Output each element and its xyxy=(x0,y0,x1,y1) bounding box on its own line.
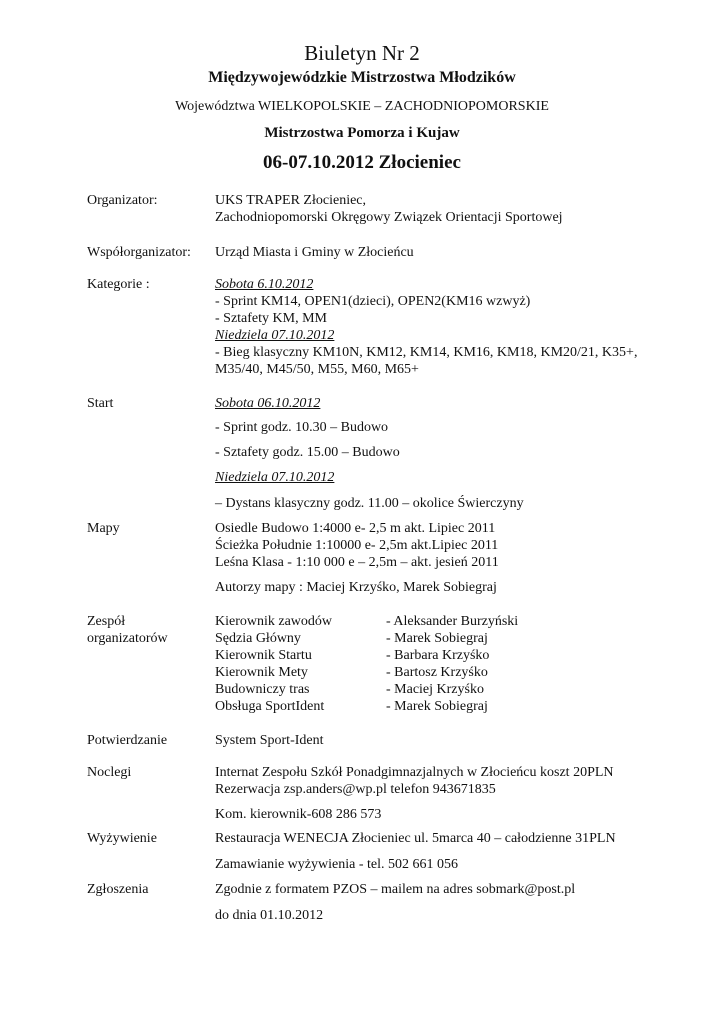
categories-label: Kategorie : xyxy=(87,277,150,292)
categories-day2-heading: Niedziela 07.10.2012 xyxy=(215,328,335,343)
organizer-line: UKS TRAPER Złocieniec, xyxy=(215,193,367,208)
lodging-line: Rezerwacja zsp.anders@wp.pl telefon 943671835 xyxy=(215,782,496,797)
team-person: - Bartosz Krzyśko xyxy=(386,665,488,680)
meals-line: Restauracja WENECJA Złocieniec ul. 5marca 40 – całodzienne 31PLN xyxy=(215,831,616,846)
map-authors: Autorzy mapy : Maciej Krzyśko, Marek Sobiegraj xyxy=(215,580,497,595)
team-person: - Aleksander Burzyński xyxy=(386,614,519,629)
document-title: Biuletyn Nr 2 xyxy=(304,41,420,65)
team-label: Zespół xyxy=(87,614,126,629)
start-sprint: - Sprint godz. 10.30 – Budowo xyxy=(215,420,389,435)
map-line: Leśna Klasa - 1:10 000 e – 2,5m – akt. jesień 2011 xyxy=(215,555,499,570)
team-person: - Barbara Krzyśko xyxy=(386,648,490,663)
meals-label: Wyżywienie xyxy=(87,831,157,846)
coorganizer-value: Urząd Miasta i Gminy w Złocieńcu xyxy=(215,245,414,260)
entries-line: Zgodnie z formatem PZOS – mailem na adres sobmark@post.pl xyxy=(215,882,576,897)
coorganizer-label: Współorganizator: xyxy=(87,245,191,260)
team-person: - Marek Sobiegraj xyxy=(386,699,488,714)
start-day1-heading: Sobota 06.10.2012 xyxy=(215,396,321,411)
lodging-label: Noclegi xyxy=(87,765,132,780)
meals-line: Zamawianie wyżywienia - tel. 502 661 056 xyxy=(215,857,458,872)
start-label: Start xyxy=(87,396,114,411)
categories-line: - Sztafety KM, MM xyxy=(215,311,327,326)
confirmation-value: System Sport-Ident xyxy=(215,733,324,748)
start-relay: - Sztafety godz. 15.00 – Budowo xyxy=(215,445,400,460)
categories-line: - Bieg klasyczny KM10N, KM12, KM14, KM16, KM18, KM20/21, K35+, xyxy=(215,345,638,360)
maps-label: Mapy xyxy=(87,521,120,536)
team-role: Kierownik Startu xyxy=(215,648,312,663)
championship-title: Mistrzostwa Pomorza i Kujaw xyxy=(264,125,460,141)
map-line: Ścieżka Południe 1:10000 e- 2,5m akt.Lipiec 2011 xyxy=(215,538,499,553)
lodging-line: Kom. kierownik-608 286 573 xyxy=(215,807,382,822)
entries-label: Zgłoszenia xyxy=(87,882,149,897)
categories-line: - Sprint KM14, OPEN1(dzieci), OPEN2(KM16 wzwyż) xyxy=(215,294,531,309)
team-role: Kierownik zawodów xyxy=(215,614,333,629)
categories-day1-heading: Sobota 6.10.2012 xyxy=(215,277,314,292)
team-role: Obsługa SportIdent xyxy=(215,699,325,714)
organizer-label: Organizator: xyxy=(87,193,158,208)
organizer-line: Zachodniopomorski Okręgowy Związek Orientacji Sportowej xyxy=(215,210,563,225)
team-person: - Marek Sobiegraj xyxy=(386,631,488,646)
categories-line: M35/40, M45/50, M55, M60, M65+ xyxy=(215,362,419,377)
confirmation-label: Potwierdzanie xyxy=(87,733,168,748)
start-day2-heading: Niedziela 07.10.2012 xyxy=(215,470,335,485)
team-role: Budowniczy tras xyxy=(215,682,310,697)
lodging-line: Internat Zespołu Szkół Ponadgimnazjalnych w Złocieńcu koszt 20PLN xyxy=(215,765,614,780)
team-person: - Maciej Krzyśko xyxy=(386,682,484,697)
map-line: Osiedle Budowo 1:4000 e- 2,5 m akt. Lipiec 2011 xyxy=(215,521,496,536)
regions-line: Województwa WIELKOPOLSKIE – ZACHODNIOPOMORSKIE xyxy=(175,99,549,114)
start-classic: – Dystans klasyczny godz. 11.00 – okolice Świerczyny xyxy=(215,496,524,511)
event-date-place: 06-07.10.2012 Złocieniec xyxy=(263,152,461,173)
team-label: organizatorów xyxy=(87,631,168,646)
entries-line: do dnia 01.10.2012 xyxy=(215,908,324,923)
team-role: Sędzia Główny xyxy=(215,631,301,646)
team-role: Kierownik Mety xyxy=(215,665,308,680)
event-subtitle: Międzywojewódzkie Mistrzostwa Młodzików xyxy=(208,69,516,86)
